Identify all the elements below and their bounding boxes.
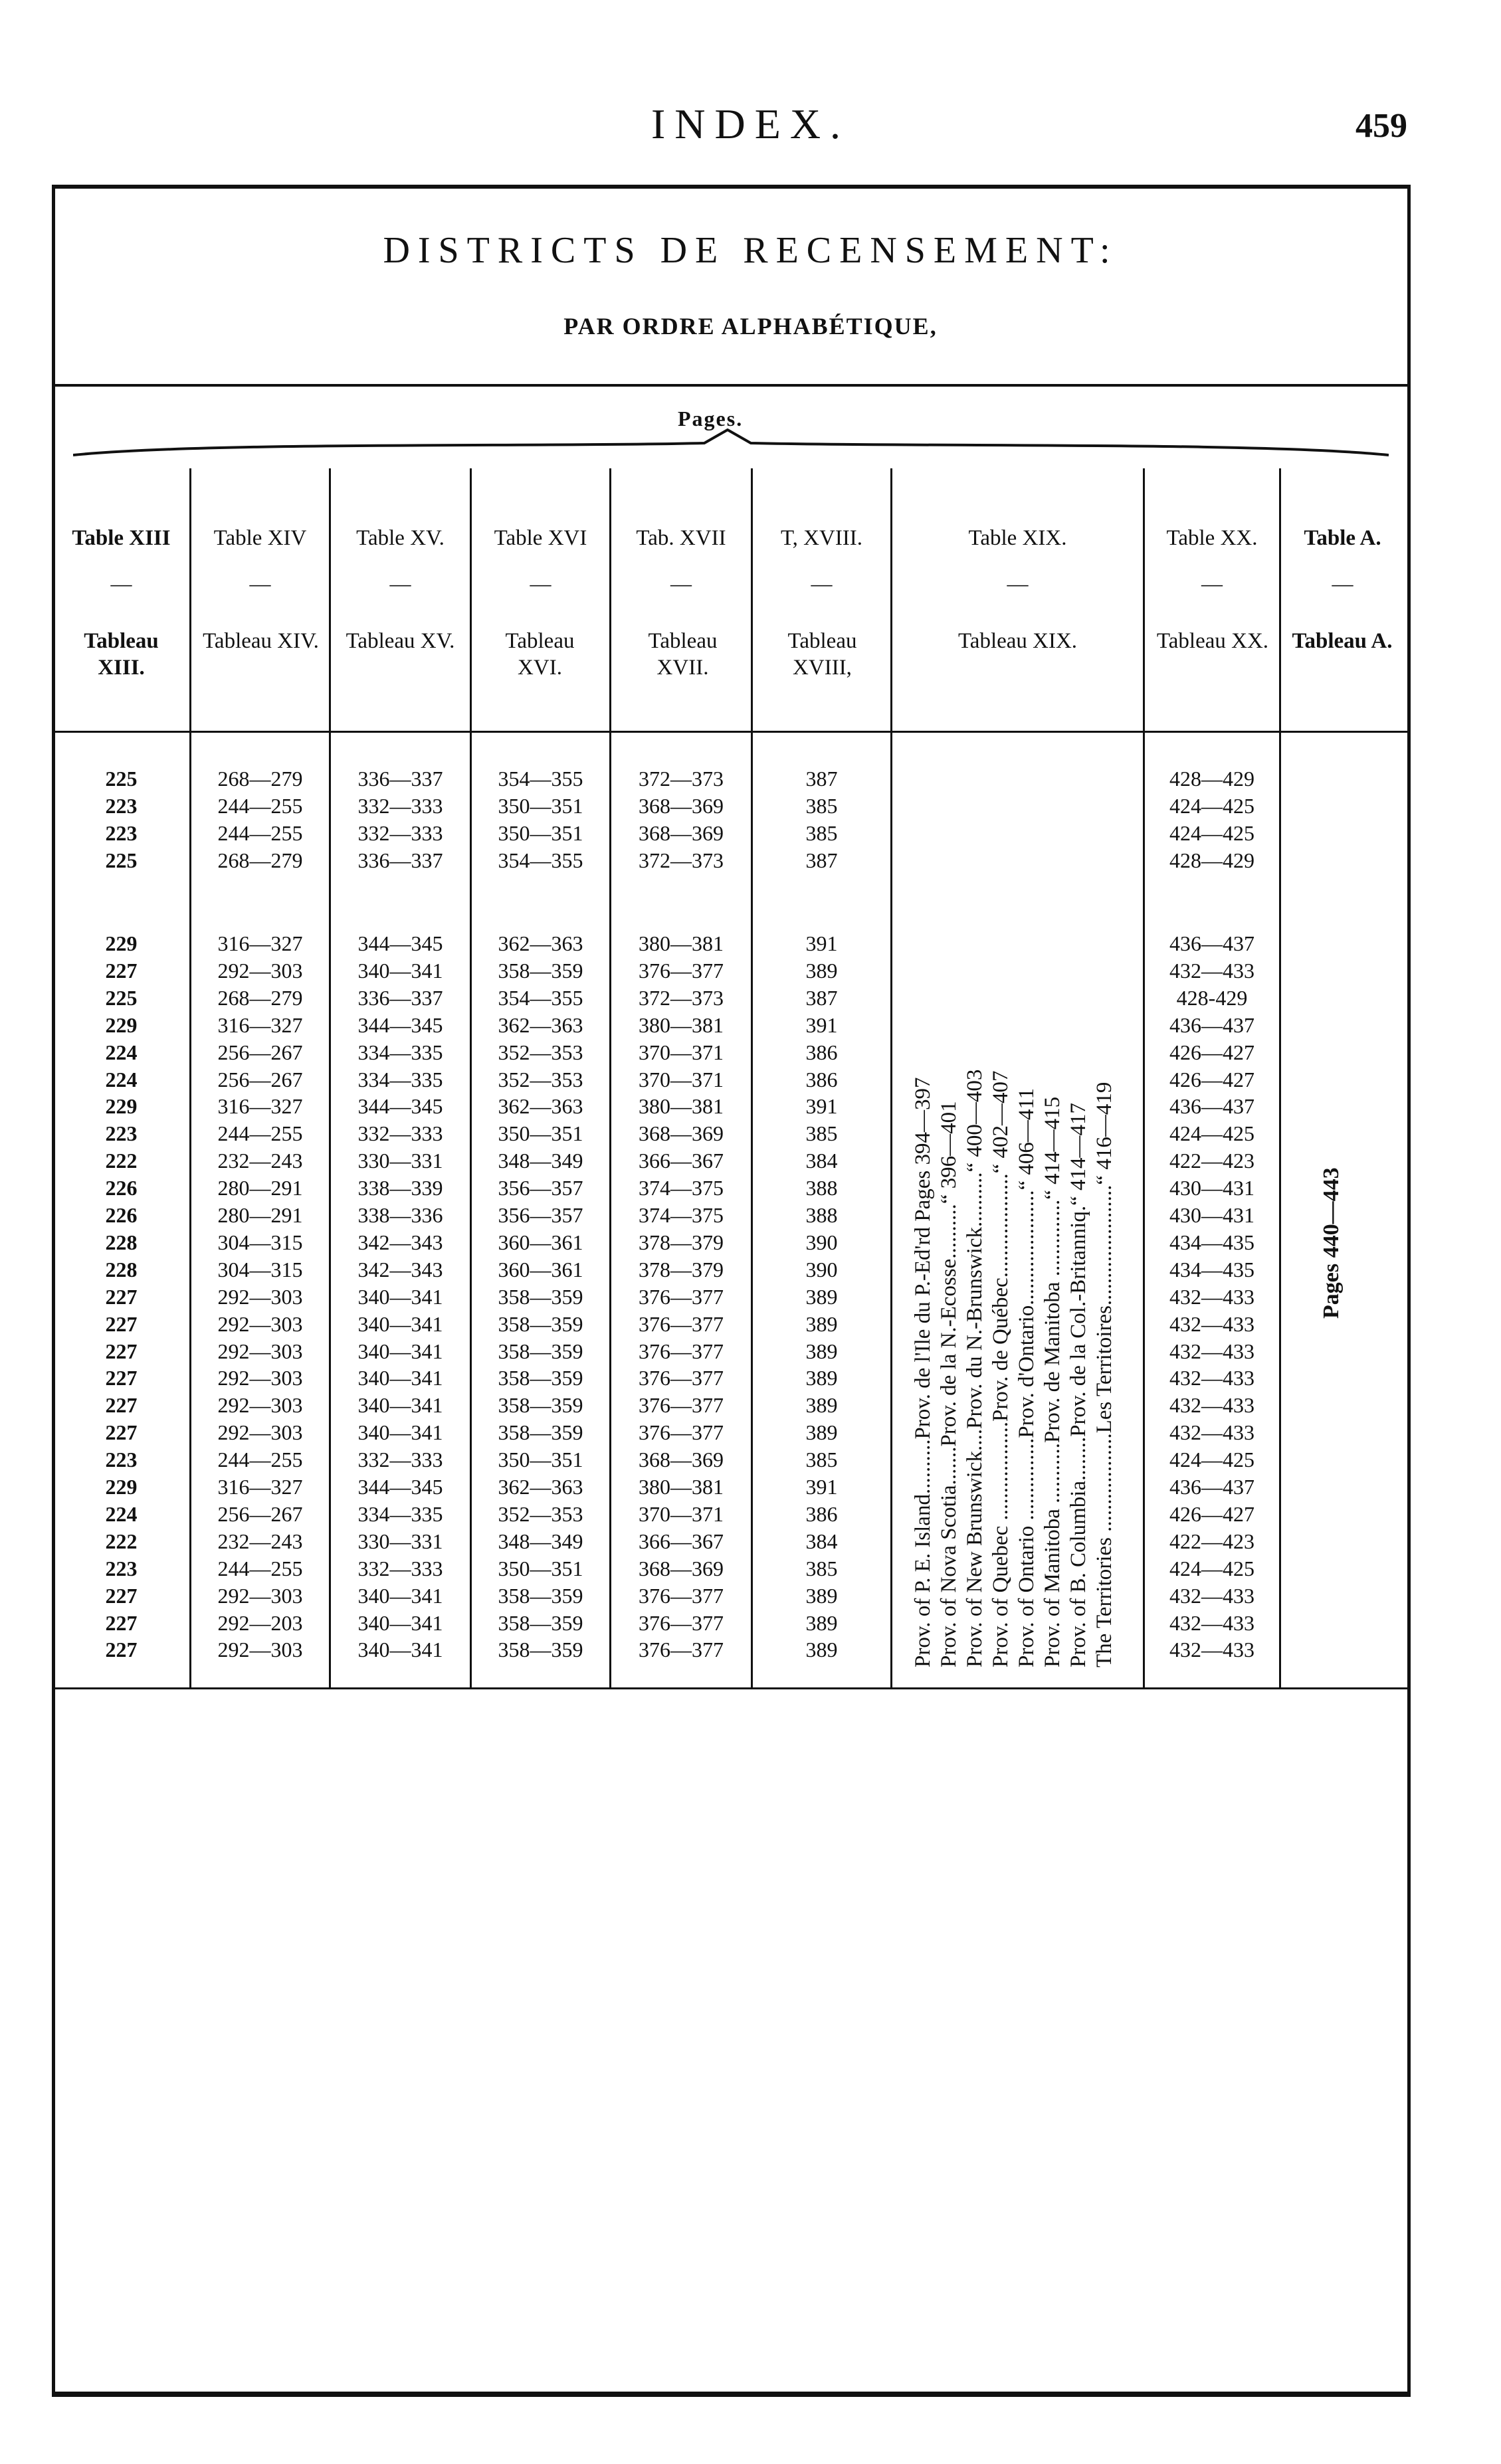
table-cell: 380—381 — [639, 931, 724, 955]
table-cell: 350—351 — [498, 1121, 583, 1146]
table-cell: 268—279 — [217, 848, 303, 872]
col-dash: — — [1201, 571, 1223, 595]
table-cell: 432—433 — [1169, 1311, 1254, 1336]
table-cell: 304—315 — [217, 1230, 303, 1254]
table-cell: 352—353 — [498, 1501, 583, 1526]
table-cell: 391 — [805, 1012, 838, 1037]
col-header-14-en: Table XIV — [213, 526, 307, 550]
province-entry: Prov. of Nova Scotia.......Prov. de la N.-Ecosse..........“ 396—401 — [937, 1101, 961, 1667]
col-header-18-fr: Tableau XVIII, — [787, 629, 857, 680]
table-cell: 362—363 — [498, 1094, 583, 1119]
table-cell: 434—435 — [1169, 1257, 1254, 1281]
table-cell: 432—433 — [1169, 1420, 1254, 1445]
table-cell: 370—371 — [639, 1040, 724, 1064]
table-cell: 374—375 — [639, 1203, 724, 1227]
col-header-a-fr: Tableau A. — [1292, 629, 1393, 653]
table-cell: 227 — [105, 1311, 138, 1336]
table-cell: 227 — [105, 1583, 138, 1608]
table-cell: 358—359 — [498, 1638, 583, 1662]
table-cell: 376—377 — [639, 958, 724, 983]
table-cell: 336—337 — [357, 767, 443, 791]
table-cell: 227 — [105, 958, 138, 983]
table-cell: 436—437 — [1169, 1094, 1254, 1119]
table-cell: 292—303 — [217, 1420, 303, 1445]
table-cell: 334—335 — [357, 1067, 443, 1091]
table-cell: 225 — [105, 985, 138, 1010]
table-cell: 222 — [105, 1529, 138, 1553]
table-cell: 426—427 — [1169, 1501, 1254, 1526]
table-cell: 389 — [805, 1420, 838, 1445]
table-cell: 376—377 — [639, 1339, 724, 1363]
table-cell: 358—359 — [498, 1311, 583, 1336]
table-cell: 256—267 — [217, 1501, 303, 1526]
col-dash: — — [811, 571, 833, 595]
table-subtitle: PAR ORDRE ALPHABÉTIQUE, — [563, 313, 938, 339]
table-cell: 280—291 — [217, 1203, 303, 1227]
table-cell: 389 — [805, 1583, 838, 1608]
table-cell: 387 — [805, 767, 838, 791]
table-cell: 223 — [105, 1448, 138, 1472]
table-cell: 226 — [105, 1203, 138, 1227]
table-cell: 430—431 — [1169, 1176, 1254, 1200]
table-cell: 350—351 — [498, 820, 583, 845]
table-cell: 338—339 — [357, 1176, 443, 1200]
body-end-rule — [52, 1687, 1407, 1689]
table-cell: 354—355 — [498, 985, 583, 1010]
table-cell: 227 — [105, 1284, 138, 1309]
table-cell: 360—361 — [498, 1230, 583, 1254]
province-entry: Prov. of P. E. Island..........Prov. de l'Ile du P.-Ed'rd Pages 394—397 — [911, 1077, 935, 1667]
col-header-15-en: Table XV. — [356, 526, 445, 550]
table-cell: 226 — [105, 1176, 138, 1200]
table-cell: 422—423 — [1169, 1149, 1254, 1173]
table-cell: 342—343 — [357, 1230, 443, 1254]
table-cell: 334—335 — [357, 1040, 443, 1064]
table-cell: 292—303 — [217, 1284, 303, 1309]
col-header-20-fr: Tableau XX. — [1156, 629, 1269, 653]
table-cell: 348—349 — [498, 1149, 583, 1173]
table-cell: 378—379 — [639, 1257, 724, 1281]
table-cell: 432—433 — [1169, 1583, 1254, 1608]
table-cell: 227 — [105, 1366, 138, 1390]
table-cell: 354—355 — [498, 767, 583, 791]
header-rule — [52, 731, 1407, 733]
table-cell: 330—331 — [357, 1529, 443, 1553]
table-cell: 227 — [105, 1638, 138, 1662]
table-cell: 385 — [805, 793, 838, 818]
pages-label: Pages. — [678, 407, 744, 430]
table-cell: 340—341 — [357, 1366, 443, 1390]
table-cell: 368—369 — [639, 820, 724, 845]
province-entry: The Territories ..................Les Territoires......................“ 416—419 — [1092, 1082, 1116, 1667]
table-cell: 388 — [805, 1176, 838, 1200]
table-cell: 292—203 — [217, 1610, 303, 1635]
col-dash: — — [530, 571, 551, 595]
table-cell: 386 — [805, 1040, 838, 1064]
table-cell: 222 — [105, 1149, 138, 1173]
table-cell: 390 — [805, 1230, 838, 1254]
table-cell: 229 — [105, 1094, 138, 1119]
table-xix-province-list — [910, 1070, 1118, 1667]
table-cell: 344—345 — [357, 1012, 443, 1037]
table-cell: 362—363 — [498, 931, 583, 955]
table-cell: 389 — [805, 1339, 838, 1363]
table-cell: 432—433 — [1169, 1393, 1254, 1418]
table-cell: 376—377 — [639, 1583, 724, 1608]
page-number: 459 — [1355, 107, 1407, 145]
table-cell: 340—341 — [357, 1610, 443, 1635]
table-cell: 256—267 — [217, 1040, 303, 1064]
table-cell: 426—427 — [1169, 1067, 1254, 1091]
table-cell: 424—425 — [1169, 1448, 1254, 1472]
table-cell: 358—359 — [498, 1284, 583, 1309]
table-cell: 432—433 — [1169, 1610, 1254, 1635]
province-entry: Prov. of Manitoba ...........Prov. de Manitoba ..............“ 414—415 — [1041, 1096, 1064, 1667]
table-cell: 380—381 — [639, 1012, 724, 1037]
table-cell: 362—363 — [498, 1475, 583, 1499]
table-cell: 356—357 — [498, 1203, 583, 1227]
table-cell: 280—291 — [217, 1176, 303, 1200]
table-cell: 256—267 — [217, 1067, 303, 1091]
table-cell: 391 — [805, 1094, 838, 1119]
table-cell: 424—425 — [1169, 1556, 1254, 1580]
table-cell: 344—345 — [357, 1475, 443, 1499]
table-cell: 358—359 — [498, 1610, 583, 1635]
table-cell: 332—333 — [357, 793, 443, 818]
table-cell: 372—373 — [639, 985, 724, 1010]
table-cell: 350—351 — [498, 793, 583, 818]
col-header-a-en: Table A. — [1304, 526, 1381, 550]
col-dash: — — [1007, 571, 1029, 595]
table-cell: 352—353 — [498, 1067, 583, 1091]
table-cell: 358—359 — [498, 1420, 583, 1445]
table-cell: 436—437 — [1169, 931, 1254, 955]
table-cell: 350—351 — [498, 1448, 583, 1472]
province-entry: Prov. of New Brunswick....Prov. du N.-Brunswick..........“ 400—403 — [963, 1069, 987, 1667]
table-cell: 389 — [805, 1610, 838, 1635]
table-cell: 432—433 — [1169, 1339, 1254, 1363]
table-cell: 292—303 — [217, 1393, 303, 1418]
table-cell: 228 — [105, 1257, 138, 1281]
table-cell: 389 — [805, 958, 838, 983]
table-cell: 424—425 — [1169, 793, 1254, 818]
table-cell: 340—341 — [357, 1311, 443, 1336]
table-cell: 340—341 — [357, 1638, 443, 1662]
table-cell: 362—363 — [498, 1012, 583, 1037]
table-cell: 232—243 — [217, 1529, 303, 1553]
table-cell: 358—359 — [498, 1583, 583, 1608]
table-cell: 376—377 — [639, 1638, 724, 1662]
table-cell: 340—341 — [357, 958, 443, 983]
table-cell: 368—369 — [639, 1556, 724, 1580]
table-cell: 340—341 — [357, 1393, 443, 1418]
table-cell: 268—279 — [217, 985, 303, 1010]
col-header-19-en: Table XIX. — [968, 526, 1067, 550]
province-entry: Prov. of Ontario ...............Prov. d'Ontario.....................“ 406—411 — [1015, 1088, 1039, 1667]
table-cell: 376—377 — [639, 1393, 724, 1418]
table-cell: 385 — [805, 1448, 838, 1472]
table-cell: 372—373 — [639, 848, 724, 872]
table-cell: 348—349 — [498, 1529, 583, 1553]
table-cell: 389 — [805, 1366, 838, 1390]
table-cell: 358—359 — [498, 1339, 583, 1363]
table-cell: 344—345 — [357, 1094, 443, 1119]
table-cell: 356—357 — [498, 1176, 583, 1200]
table-cell: 336—337 — [357, 985, 443, 1010]
table-cell: 244—255 — [217, 793, 303, 818]
table-cell: 223 — [105, 793, 138, 818]
table-cell: 304—315 — [217, 1257, 303, 1281]
table-cell: 436—437 — [1169, 1475, 1254, 1499]
table-cell: 340—341 — [357, 1583, 443, 1608]
table-cell: 292—303 — [217, 1583, 303, 1608]
table-cell: 223 — [105, 1556, 138, 1580]
table-cell: 366—367 — [639, 1529, 724, 1553]
col-dash: — — [670, 571, 692, 595]
province-entry: Prov. of Quebec ..................Prov. de Québec...................“ 402—407 — [989, 1070, 1013, 1667]
table-cell: 338—336 — [357, 1203, 443, 1227]
table-cell: 389 — [805, 1284, 838, 1309]
col-dash: — — [249, 571, 271, 595]
table-cell: 229 — [105, 1012, 138, 1037]
table-cell: 370—371 — [639, 1067, 724, 1091]
table-cell: 340—341 — [357, 1284, 443, 1309]
table-cell: 292—303 — [217, 1638, 303, 1662]
col-header-13-en: Table XIII — [72, 526, 171, 550]
table-cell: 385 — [805, 1556, 838, 1580]
table-cell: 344—345 — [357, 931, 443, 955]
table-cell: 232—243 — [217, 1149, 303, 1173]
table-cell: 386 — [805, 1501, 838, 1526]
col-header-17-fr: Tableau XVII. — [648, 629, 718, 680]
col-header-16-en: Table XVI — [494, 526, 587, 550]
col-header-18-en: T, XVIII. — [780, 526, 863, 550]
table-cell: 332—333 — [357, 820, 443, 845]
top-rule — [52, 185, 1407, 189]
table-cell: 389 — [805, 1393, 838, 1418]
table-cell: 358—359 — [498, 1393, 583, 1418]
table-cell: 229 — [105, 1475, 138, 1499]
col-header-15-fr: Tableau XV. — [346, 629, 455, 653]
table-cell: 384 — [805, 1149, 838, 1173]
table-cell: 340—341 — [357, 1339, 443, 1363]
table-cell: 376—377 — [639, 1610, 724, 1635]
col-dash: — — [1332, 571, 1353, 595]
table-cell: 336—337 — [357, 848, 443, 872]
table-cell: 376—377 — [639, 1284, 724, 1309]
table-cell: 244—255 — [217, 1556, 303, 1580]
table-cell: 432—433 — [1169, 1638, 1254, 1662]
table-cell: 223 — [105, 1121, 138, 1146]
table-cell: 332—333 — [357, 1121, 443, 1146]
table-cell: 244—255 — [217, 1121, 303, 1146]
table-cell: 370—371 — [639, 1501, 724, 1526]
table-cell: 434—435 — [1169, 1230, 1254, 1254]
table-cell: 389 — [805, 1311, 838, 1336]
table-cell: 424—425 — [1169, 820, 1254, 845]
table-cell: 422—423 — [1169, 1529, 1254, 1553]
table-cell: 268—279 — [217, 767, 303, 791]
table-cell: 244—255 — [217, 1448, 303, 1472]
table-cell: 292—303 — [217, 1366, 303, 1390]
col-header-14-fr: Tableau XIV. — [203, 629, 319, 653]
province-entry: Prov. of B. Columbia........Prov. de la Col.-Britanniq.“ 414—417 — [1066, 1103, 1090, 1667]
table-cell: 224 — [105, 1501, 138, 1526]
table-cell: 432—433 — [1169, 958, 1254, 983]
table-cell: 430—431 — [1169, 1203, 1254, 1227]
table-title: DISTRICTS DE RECENSEMENT: — [383, 230, 1118, 271]
table-cell: 428—429 — [1169, 767, 1254, 791]
table-cell: 374—375 — [639, 1176, 724, 1200]
table-cell: 316—327 — [217, 1012, 303, 1037]
running-header: INDEX. — [650, 100, 851, 147]
table-cell: 366—367 — [639, 1149, 724, 1173]
table-cell: 229 — [105, 931, 138, 955]
table-cell: 376—377 — [639, 1420, 724, 1445]
table-cell: 342—343 — [357, 1257, 443, 1281]
table-cell: 316—327 — [217, 931, 303, 955]
table-cell: 391 — [805, 931, 838, 955]
table-cell: 428—429 — [1169, 848, 1254, 872]
table-cell: 388 — [805, 1203, 838, 1227]
col-header-16-fr: Tableau XVI. — [505, 629, 575, 680]
table-cell: 227 — [105, 1420, 138, 1445]
table-cell: 225 — [105, 848, 138, 872]
table-cell: 224 — [105, 1067, 138, 1091]
col-header-19-fr: Tableau XIX. — [957, 629, 1078, 653]
table-cell: 368—369 — [639, 1121, 724, 1146]
table-cell: 340—341 — [357, 1420, 443, 1445]
table-cell: 432—433 — [1169, 1284, 1254, 1309]
table-cell: 376—377 — [639, 1311, 724, 1336]
table-cell: 424—425 — [1169, 1121, 1254, 1146]
table-cell: 227 — [105, 1393, 138, 1418]
table-cell: 432—433 — [1169, 1366, 1254, 1390]
table-cell: 292—303 — [217, 1339, 303, 1363]
pages-brace — [73, 428, 1389, 468]
table-cell: 378—379 — [639, 1230, 724, 1254]
table-cell: 227 — [105, 1339, 138, 1363]
table-cell: 225 — [105, 767, 138, 791]
table-cell: 386 — [805, 1067, 838, 1091]
table-cell: 228 — [105, 1230, 138, 1254]
table-cell: 389 — [805, 1638, 838, 1662]
table-cell: 390 — [805, 1257, 838, 1281]
table-cell: 358—359 — [498, 1366, 583, 1390]
col-header-20-en: Table XX. — [1166, 526, 1258, 550]
table-cell: 227 — [105, 1610, 138, 1635]
table-cell: 368—369 — [639, 1448, 724, 1472]
table-cell: 352—353 — [498, 1040, 583, 1064]
table-cell: 334—335 — [357, 1501, 443, 1526]
table-a-pages: Pages 440—443 — [1319, 1167, 1344, 1319]
table-cell: 387 — [805, 848, 838, 872]
table-cell: 332—333 — [357, 1448, 443, 1472]
table-cell: 360—361 — [498, 1257, 583, 1281]
table-cell: 358—359 — [498, 958, 583, 983]
col-divider — [1279, 468, 1281, 1687]
table-cell: 330—331 — [357, 1149, 443, 1173]
table-cell: 428-429 — [1176, 985, 1248, 1010]
table-cell: 223 — [105, 820, 138, 845]
table-cell: 368—369 — [639, 793, 724, 818]
table-cell: 384 — [805, 1529, 838, 1553]
table-cell: 436—437 — [1169, 1012, 1254, 1037]
col-header-17-en: Tab. XVII — [636, 526, 726, 550]
table-cell: 224 — [105, 1040, 138, 1064]
table-cell: 391 — [805, 1475, 838, 1499]
table-cell: 387 — [805, 985, 838, 1010]
table-cell: 292—303 — [217, 958, 303, 983]
table-cell: 380—381 — [639, 1094, 724, 1119]
table-cell: 385 — [805, 1121, 838, 1146]
table-cell: 380—381 — [639, 1475, 724, 1499]
table-cell: 354—355 — [498, 848, 583, 872]
table-cell: 292—303 — [217, 1311, 303, 1336]
table-cell: 350—351 — [498, 1556, 583, 1580]
table-cell: 316—327 — [217, 1094, 303, 1119]
col-dash: — — [389, 571, 411, 595]
table-cell: 244—255 — [217, 820, 303, 845]
table-cell: 332—333 — [357, 1556, 443, 1580]
title-rule — [52, 384, 1407, 387]
table-cell: 385 — [805, 820, 838, 845]
table-cell: 376—377 — [639, 1366, 724, 1390]
bottom-rule — [52, 2392, 1407, 2397]
table-cell: 426—427 — [1169, 1040, 1254, 1064]
table-cell: 372—373 — [639, 767, 724, 791]
col-dash: — — [110, 571, 132, 595]
col-header-13-fr: Tableau XIII. — [84, 629, 159, 680]
table-cell: 316—327 — [217, 1475, 303, 1499]
